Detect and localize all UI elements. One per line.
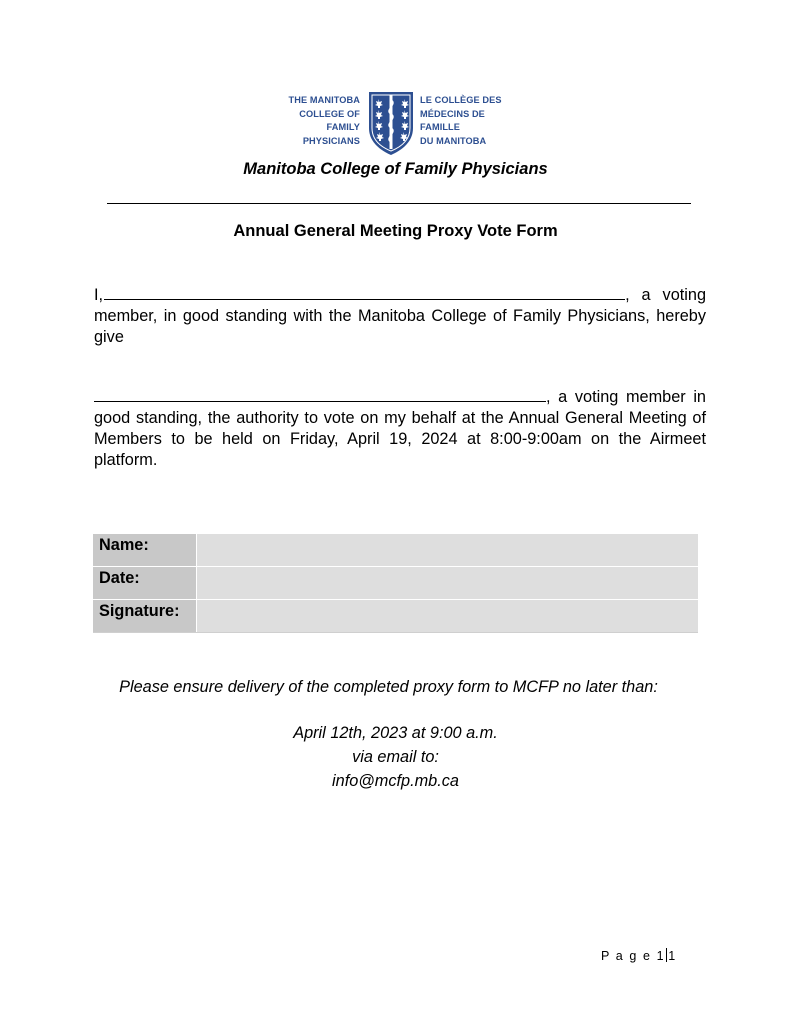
logo-french-line-3: DU MANITOBA bbox=[420, 135, 487, 146]
logo-english-line-1: THE MANITOBA bbox=[288, 95, 360, 105]
page-number bbox=[601, 948, 677, 963]
table-row bbox=[93, 567, 698, 600]
org-title: Manitoba College of Family Physicians bbox=[243, 160, 548, 178]
proxy-name-blank[interactable] bbox=[94, 386, 546, 402]
declaration-text: , a voting member, in good standing with the Manitoba College of Family Physicians, hereby give bbox=[94, 286, 706, 346]
date-label: Date: bbox=[93, 567, 197, 600]
declaration-prefix: I, bbox=[94, 286, 104, 304]
logo-english-line-2: COLLEGE OF bbox=[299, 108, 360, 119]
delivery-email-link[interactable]: info@mcfp.mb.ca bbox=[332, 772, 459, 790]
page-total: 1 bbox=[668, 949, 677, 963]
date-field[interactable] bbox=[197, 567, 699, 600]
delivery-instruction: Please ensure delivery of the completed proxy form to MCFP no later than: bbox=[119, 678, 658, 696]
table-row bbox=[93, 600, 698, 633]
name-label: Name: bbox=[93, 534, 197, 567]
delivery-method: via email to: bbox=[352, 748, 439, 766]
proxy-authority-paragraph bbox=[94, 386, 706, 471]
name-field[interactable] bbox=[197, 534, 699, 567]
college-logo bbox=[274, 90, 517, 158]
signature-label: Signature: bbox=[93, 600, 197, 633]
logo-english-line-3: FAMILY PHYSICIANS bbox=[302, 122, 360, 146]
page-label: P a g e 1 bbox=[601, 949, 666, 963]
member-declaration-paragraph bbox=[94, 284, 706, 348]
header-divider bbox=[107, 203, 691, 204]
logo-french-line-2: MÉDECINS DE FAMILLE bbox=[420, 108, 485, 132]
delivery-deadline: April 12th, 2023 at 9:00 a.m. bbox=[293, 724, 498, 742]
logo-french-name bbox=[420, 94, 520, 148]
logo-english-name bbox=[274, 94, 360, 148]
form-title: Annual General Meeting Proxy Vote Form bbox=[233, 222, 558, 240]
member-name-blank[interactable] bbox=[104, 284, 625, 300]
table-row bbox=[93, 534, 698, 567]
authority-text: , a voting member in good standing, the authority to vote on my behalf at the Annual General Meeting of Members to be held on Friday, April 19, 2024 at 8:00-9:00am on the Airmeet platform. bbox=[94, 388, 706, 469]
signature-table bbox=[93, 534, 698, 633]
logo-french-line-1: LE COLLÈGE DES bbox=[420, 95, 502, 105]
maple-leaf-crest-icon bbox=[366, 90, 416, 156]
signature-field[interactable] bbox=[197, 600, 699, 633]
